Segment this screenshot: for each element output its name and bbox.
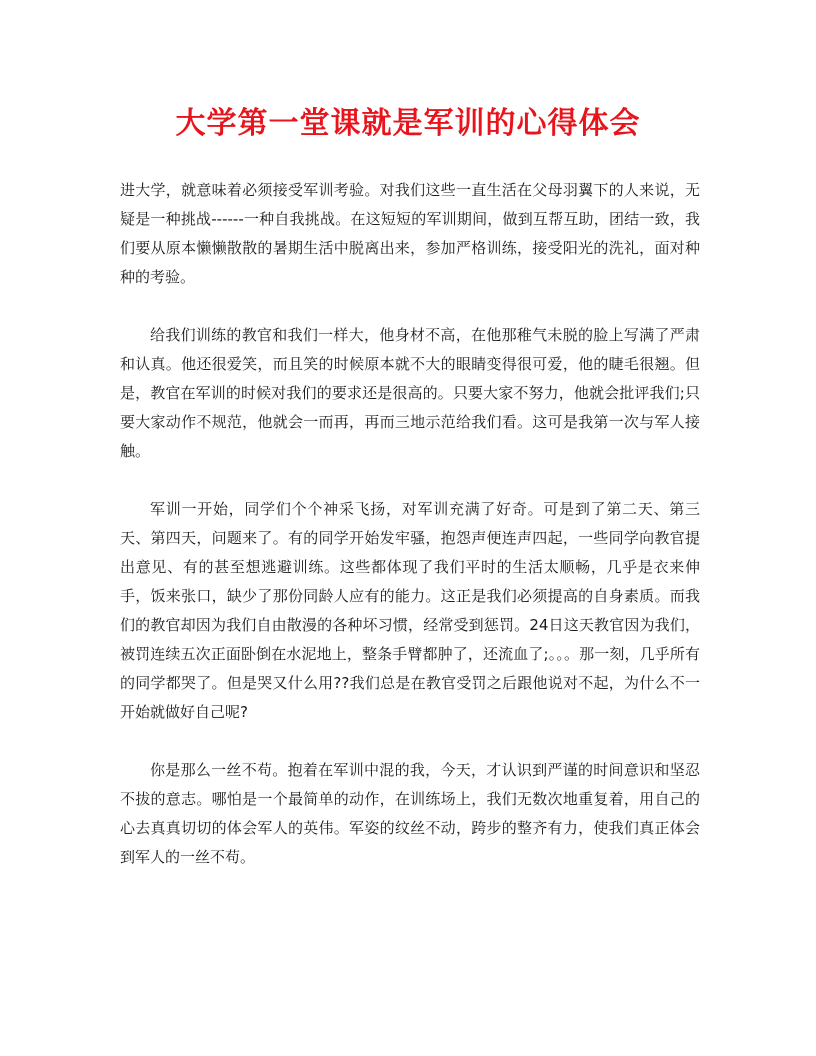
paragraph-1: 进大学，就意味着必须接受军训考验。对我们这些一直生活在父母羽翼下的人来说，无疑是一种挑战------一种自我挑战。在这短短的军训期间，做到互帮互助，团结一致，我们要从原本懒懒散散的暑期生活中脱离出来，参加严格训练，接受阳光的洗礼，面对种种的考验。 — [120, 181, 700, 286]
paragraph-4: 你是那么一丝不苟。抱着在军训中混的我，今天，才认识到严谨的时间意识和坚忍不拔的意志。哪怕是一个最简单的动作，在训练场上，我们无数次地重复着，用自己的心去真真切切的体会军人的英伟。军姿的纹丝不动，跨步的整齐有力，使我们真正体会到军人的一丝不苟。 — [120, 761, 700, 866]
document-body — [120, 176, 700, 901]
document-title: 大学第一堂课就是军训的心得体会 — [175, 106, 641, 141]
paragraph-2: 给我们训练的教官和我们一样大，他身材不高，在他那稚气未脱的脸上写满了严肃和认真。他还很爱笑，而且笑的时候原本就不大的眼睛变得很可爱，他的睫毛很翘。但是，教官在军训的时候对我们的要求还是很高的。只要大家不努力，他就会批评我们;只要大家动作不规范，他就会一而再，再而三地示范给我们看。这可是我第一次与军人接触。 — [120, 326, 700, 460]
paragraph-3: 军训一开始，同学们个个神采飞扬，对军训充满了好奇。可是到了第二天、第三天、第四天，问题来了。有的同学开始发牢骚，抱怨声便连声四起，一些同学向教官提出意见、有的甚至想逃避训练。这些都体现了我们平时的生活太顺畅，几乎是衣来伸手，饭来张口，缺少了那份同龄人应有的能力。这正是我们必须提高的自身素质。而我们的教官却因为我们自由散漫的各种坏习惯，经常受到惩罚。24日这天教官因为我们，被罚连续五次正面卧倒在水泥地上，整条手臂都肿了，还流血了;。。。那一刻，几乎所有的同学都哭了。但是哭又什么用??我们总是在教官受罚之后跟他说对不起，为什么不一开始就做好自己呢? — [120, 500, 700, 721]
